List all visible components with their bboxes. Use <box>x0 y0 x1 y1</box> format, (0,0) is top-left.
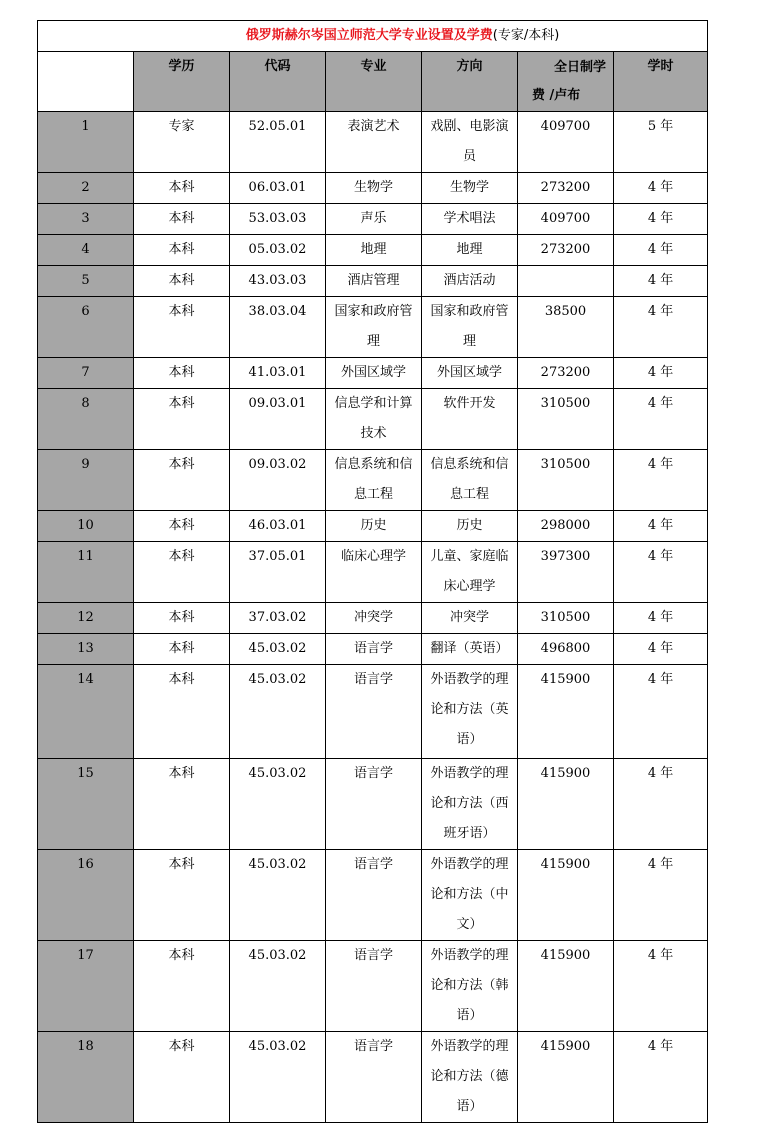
cell-index: 3 <box>38 204 134 235</box>
table-row <box>38 389 708 450</box>
cell-code: 41.03.01 <box>230 358 326 389</box>
cell-fee: 310500 <box>518 389 614 450</box>
cell-major: 信息系统和信息工程 <box>326 450 422 511</box>
cell-level: 本科 <box>134 204 230 235</box>
cell-index: 15 <box>38 759 134 850</box>
cell-duration: 4 年 <box>614 634 708 665</box>
cell-code: 38.03.04 <box>230 297 326 358</box>
cell-fee: 38500 <box>518 297 614 358</box>
cell-level: 本科 <box>134 235 230 266</box>
cell-major: 国家和政府管理 <box>326 297 422 358</box>
cell-direction: 外语教学的理论和方法（中文） <box>422 850 518 941</box>
table-row <box>38 850 708 941</box>
cell-fee: 415900 <box>518 1032 614 1123</box>
cell-duration: 4 年 <box>614 389 708 450</box>
cell-major: 语言学 <box>326 1032 422 1123</box>
header-index <box>38 52 134 112</box>
cell-duration: 4 年 <box>614 173 708 204</box>
title-row <box>38 21 708 52</box>
cell-level: 本科 <box>134 603 230 634</box>
header-row <box>38 52 708 112</box>
cell-major: 临床心理学 <box>326 542 422 603</box>
cell-direction: 学术唱法 <box>422 204 518 235</box>
cell-level: 本科 <box>134 941 230 1032</box>
header-major: 专业 <box>326 52 422 112</box>
cell-direction: 翻译（英语） <box>422 634 518 665</box>
cell-level: 本科 <box>134 450 230 511</box>
cell-level: 本科 <box>134 759 230 850</box>
cell-duration: 4 年 <box>614 941 708 1032</box>
header-code: 代码 <box>230 52 326 112</box>
cell-code: 09.03.01 <box>230 389 326 450</box>
cell-major: 酒店管理 <box>326 266 422 297</box>
cell-direction: 历史 <box>422 511 518 542</box>
cell-fee <box>518 266 614 297</box>
cell-duration: 4 年 <box>614 665 708 759</box>
cell-direction: 生物学 <box>422 173 518 204</box>
cell-direction: 儿童、家庭临床心理学 <box>422 542 518 603</box>
table-row <box>38 1032 708 1123</box>
cell-code: 09.03.02 <box>230 450 326 511</box>
cell-index: 6 <box>38 297 134 358</box>
table-row <box>38 297 708 358</box>
cell-index: 16 <box>38 850 134 941</box>
cell-direction: 外语教学的理论和方法（西班牙语） <box>422 759 518 850</box>
header-fee-line2: 费 /卢布 <box>532 88 581 103</box>
cell-direction: 酒店活动 <box>422 266 518 297</box>
cell-index: 11 <box>38 542 134 603</box>
table-title <box>38 21 708 52</box>
cell-direction: 冲突学 <box>422 603 518 634</box>
cell-index: 4 <box>38 235 134 266</box>
cell-fee: 298000 <box>518 511 614 542</box>
header-duration: 学时 <box>614 52 708 112</box>
cell-duration: 5 年 <box>614 112 708 173</box>
cell-fee: 409700 <box>518 204 614 235</box>
cell-index: 17 <box>38 941 134 1032</box>
cell-level: 本科 <box>134 266 230 297</box>
header-level: 学历 <box>134 52 230 112</box>
table-row <box>38 542 708 603</box>
cell-direction: 戏剧、电影演员 <box>422 112 518 173</box>
cell-major: 语言学 <box>326 634 422 665</box>
cell-level: 本科 <box>134 297 230 358</box>
cell-major: 外国区域学 <box>326 358 422 389</box>
table-row <box>38 204 708 235</box>
cell-index: 13 <box>38 634 134 665</box>
title-main: 俄罗斯赫尔岑国立师范大学专业设置及学费 <box>245 28 493 43</box>
cell-code: 05.03.02 <box>230 235 326 266</box>
cell-index: 12 <box>38 603 134 634</box>
table-row <box>38 235 708 266</box>
cell-level: 本科 <box>134 389 230 450</box>
cell-index: 14 <box>38 665 134 759</box>
cell-index: 5 <box>38 266 134 297</box>
cell-duration: 4 年 <box>614 542 708 603</box>
cell-level: 本科 <box>134 1032 230 1123</box>
cell-major: 语言学 <box>326 850 422 941</box>
cell-code: 06.03.01 <box>230 173 326 204</box>
cell-fee: 310500 <box>518 450 614 511</box>
header-fee <box>518 52 614 112</box>
cell-index: 7 <box>38 358 134 389</box>
cell-direction: 外语教学的理论和方法（英语） <box>422 665 518 759</box>
cell-duration: 4 年 <box>614 603 708 634</box>
cell-level: 本科 <box>134 850 230 941</box>
cell-fee: 273200 <box>518 173 614 204</box>
cell-direction: 软件开发 <box>422 389 518 450</box>
cell-major: 语言学 <box>326 941 422 1032</box>
cell-code: 45.03.02 <box>230 759 326 850</box>
cell-major: 地理 <box>326 235 422 266</box>
cell-code: 43.03.03 <box>230 266 326 297</box>
table-row <box>38 173 708 204</box>
cell-code: 37.05.01 <box>230 542 326 603</box>
cell-duration: 4 年 <box>614 235 708 266</box>
cell-fee: 415900 <box>518 759 614 850</box>
cell-duration: 4 年 <box>614 511 708 542</box>
programs-table <box>37 20 708 1123</box>
table-row <box>38 511 708 542</box>
cell-code: 45.03.02 <box>230 1032 326 1123</box>
cell-duration: 4 年 <box>614 759 708 850</box>
cell-code: 37.03.02 <box>230 603 326 634</box>
table-row <box>38 941 708 1032</box>
cell-index: 8 <box>38 389 134 450</box>
cell-level: 专家 <box>134 112 230 173</box>
cell-fee: 415900 <box>518 941 614 1032</box>
cell-duration: 4 年 <box>614 297 708 358</box>
cell-fee: 397300 <box>518 542 614 603</box>
cell-duration: 4 年 <box>614 450 708 511</box>
cell-index: 9 <box>38 450 134 511</box>
cell-major: 生物学 <box>326 173 422 204</box>
cell-index: 1 <box>38 112 134 173</box>
cell-fee: 273200 <box>518 235 614 266</box>
header-direction: 方向 <box>422 52 518 112</box>
cell-code: 45.03.02 <box>230 634 326 665</box>
cell-index: 2 <box>38 173 134 204</box>
cell-fee: 273200 <box>518 358 614 389</box>
cell-major: 冲突学 <box>326 603 422 634</box>
cell-code: 46.03.01 <box>230 511 326 542</box>
cell-major: 表演艺术 <box>326 112 422 173</box>
cell-level: 本科 <box>134 665 230 759</box>
cell-fee: 310500 <box>518 603 614 634</box>
cell-major: 信息学和计算技术 <box>326 389 422 450</box>
cell-index: 10 <box>38 511 134 542</box>
cell-duration: 4 年 <box>614 266 708 297</box>
cell-code: 45.03.02 <box>230 850 326 941</box>
cell-direction: 外语教学的理论和方法（韩语） <box>422 941 518 1032</box>
cell-major: 语言学 <box>326 759 422 850</box>
cell-fee: 415900 <box>518 850 614 941</box>
table-row <box>38 112 708 173</box>
cell-level: 本科 <box>134 634 230 665</box>
cell-level: 本科 <box>134 542 230 603</box>
table-row <box>38 358 708 389</box>
cell-code: 45.03.02 <box>230 941 326 1032</box>
cell-code: 53.03.03 <box>230 204 326 235</box>
table-row <box>38 665 708 759</box>
cell-code: 52.05.01 <box>230 112 326 173</box>
header-fee-line1: 全日制学 <box>554 60 607 75</box>
cell-major: 语言学 <box>326 665 422 759</box>
cell-major: 历史 <box>326 511 422 542</box>
table-row <box>38 266 708 297</box>
table-row <box>38 634 708 665</box>
cell-duration: 4 年 <box>614 204 708 235</box>
cell-level: 本科 <box>134 358 230 389</box>
cell-index: 18 <box>38 1032 134 1123</box>
cell-level: 本科 <box>134 173 230 204</box>
cell-fee: 409700 <box>518 112 614 173</box>
table-row <box>38 603 708 634</box>
title-suffix: (专家/本科) <box>492 28 560 43</box>
cell-duration: 4 年 <box>614 850 708 941</box>
cell-direction: 地理 <box>422 235 518 266</box>
cell-direction: 外语教学的理论和方法（德语） <box>422 1032 518 1123</box>
table-row <box>38 759 708 850</box>
cell-duration: 4 年 <box>614 1032 708 1123</box>
table-row <box>38 450 708 511</box>
cell-direction: 信息系统和信息工程 <box>422 450 518 511</box>
cell-duration: 4 年 <box>614 358 708 389</box>
cell-level: 本科 <box>134 511 230 542</box>
document-page <box>37 20 707 1123</box>
cell-direction: 外国区域学 <box>422 358 518 389</box>
cell-fee: 496800 <box>518 634 614 665</box>
cell-code: 45.03.02 <box>230 665 326 759</box>
cell-fee: 415900 <box>518 665 614 759</box>
cell-direction: 国家和政府管理 <box>422 297 518 358</box>
cell-major: 声乐 <box>326 204 422 235</box>
